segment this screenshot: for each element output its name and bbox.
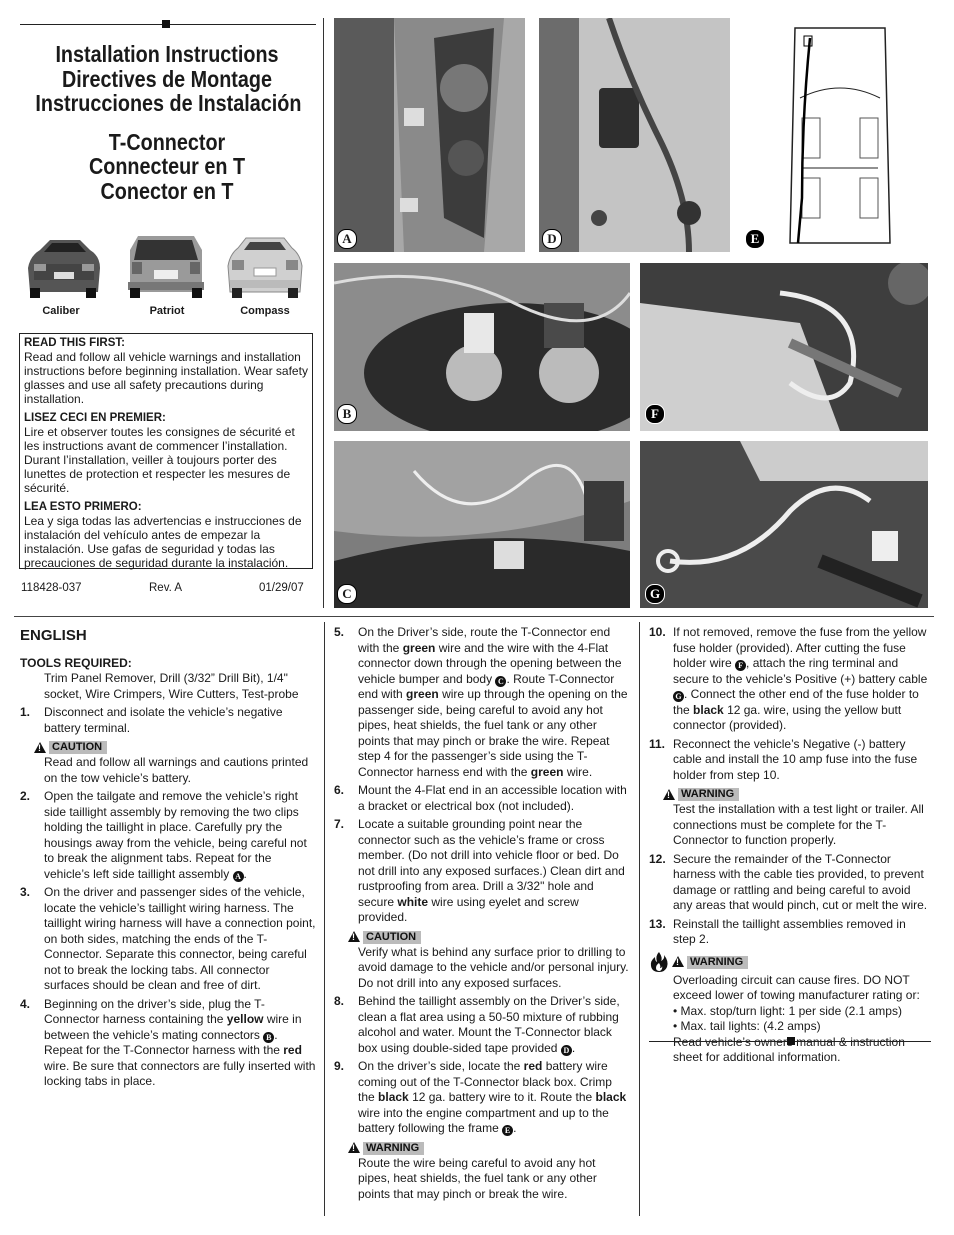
doc-number: 118428-037: [21, 582, 82, 594]
english-heading: ENGLISH: [20, 627, 87, 644]
warning-9-text: Route the wire being careful to avoid any hot pipes, heat shields, the fuel tank or any other points that may pinch or break the wire.: [358, 1155, 597, 1201]
compass-image: [222, 232, 308, 302]
title-fr: Directives de Montage: [62, 65, 272, 92]
step-6: 6. Mount the 4-Flat end in an accessible location with a bracket or electrical box (not included).: [334, 783, 627, 813]
warning-9: ! WARNING: [348, 1140, 630, 1156]
read-first-box: [19, 333, 313, 569]
ref-d-icon: D: [561, 1045, 572, 1056]
caliber-image: [20, 232, 106, 302]
caution-1-text: Read and follow all warnings and cautions printed on the tow vehicle’s battery.: [44, 755, 309, 785]
photo-f: [640, 263, 928, 431]
fire-icon: [649, 951, 669, 973]
step-8: 8. Behind the taillight assembly on the Driver’s side, clean a flat area using a 50-50 mixture of rubbing alcohol and water. Mount the T-Connector black box using double-sided tape provided D .: [334, 994, 620, 1055]
photo-d: [539, 18, 730, 252]
caution-7: ! CAUTION: [348, 929, 630, 945]
warning-icon: !: [663, 789, 675, 800]
ref-a-icon: A: [233, 871, 244, 882]
photo-c: [334, 441, 630, 608]
tools-heading: TOOLS REQUIRED:: [20, 655, 132, 670]
photo-b: [334, 263, 630, 431]
title-en: Installation Instructions: [55, 41, 279, 67]
caliber-label: Caliber: [42, 305, 80, 317]
compass-label: Compass: [240, 305, 290, 317]
caution-icon: !: [348, 931, 360, 942]
column-divider-2: [639, 622, 640, 1216]
ref-e-icon: E: [502, 1125, 513, 1136]
ref-c-icon: C: [495, 676, 506, 687]
patriot-label: Patriot: [149, 305, 185, 317]
step-13: 13. Reinstall the taillight assemblies removed in step 2.: [649, 916, 906, 946]
step-10: 10. If not removed, remove the fuse from the yellow fuse holder (provided). After cutting the fuse holder wire F , attach the ring terminal and secure to the vehicle’s Positive (+) battery cable G . Connect the other end of the fuse holder to the black 12 ga. wire, using the yellow butt connector (provided).: [649, 625, 928, 732]
product-en: T-Connector: [108, 128, 226, 155]
ref-g-icon: G: [673, 691, 684, 702]
photo-g: [640, 441, 928, 608]
caution-7-text: Verify what is behind any surface prior to drilling to avoid damage to the vehicle and/or personal injury. Do not drill into any exposed surfaces.: [358, 944, 629, 990]
product-es: Conector en T: [100, 177, 234, 204]
title-block: [14, 42, 320, 203]
column-3: [649, 625, 930, 1066]
ref-b-icon: B: [263, 1032, 274, 1043]
top-rule-marker: [162, 20, 170, 28]
step-12: 12. Secure the remainder of the T-Connector harness with the cable ties provided, to prevent damage or rattling and being careful to avoid any areas that would pinch, cut or melt the wire.: [649, 851, 928, 912]
title-es: Instrucciones de Instalación: [35, 90, 302, 116]
read-first-text-en: Read and follow all vehicle warnings and installation instructions before beginning installation. Wear safety glasses and use all safety precautions during installation.: [24, 350, 308, 406]
step-1: 1. Disconnect and isolate the vehicle’s negative battery terminal.: [20, 705, 283, 735]
photo-g-label: G: [645, 584, 665, 604]
product-fr: Connecteur en T: [88, 153, 246, 179]
warning-11: ! WARNING: [663, 786, 930, 802]
photo-c-label: C: [337, 584, 357, 604]
step-11: 11. Reconnect the vehicle’s Negative (-) battery cable and install the 10 amp fuse into the fuse holder from step 10.: [649, 736, 918, 782]
photo-b-label: B: [337, 404, 357, 424]
step-4: 4. Beginning on the driver’s side, plug the T-Connector harness containing the yellow wire in between the vehicle’s mating connectors B . Repeat for the T-Connector harness with the red wire. Be sure that connectors are fully inserted with locking tabs in place.: [20, 996, 316, 1088]
fire-warning-text: Overloading circuit can cause fires. DO NOT exceed lower of towing manufacturer rating or: • Max. stop/turn light: 1 per side (2.1 amps) • Max. tail lights: (4.2 amps) Read vehicle’s owners manual instruction sheet for additional information.: [673, 972, 920, 1064]
column-2: [334, 625, 630, 1202]
column-divider-top: [323, 18, 324, 608]
doc-date: 01/29/07: [259, 582, 304, 594]
diagram-e: [740, 18, 928, 252]
step-9: 9. On the driver’s side, locate the red battery wire coming out of the T-Connector black box. Crimp the black 12 ga. battery wire to it. Route the black wire into the engine compartment and up to the battery following the frame E .: [334, 1059, 627, 1135]
warning-11-text: Test the installation with a test light or trailer. All connections must be complete for the T-Connector to function properly.: [673, 802, 924, 847]
warning-icon: !: [348, 1142, 360, 1153]
read-first-heading-en: READ THIS FIRST:: [24, 337, 125, 349]
read-first-heading-es: LEA ESTO PRIMERO:: [24, 501, 142, 513]
patriot-image: [122, 232, 208, 302]
caution-1: ! CAUTION: [34, 739, 316, 755]
photo-d-label: D: [542, 229, 562, 249]
photo-a: [334, 18, 525, 252]
read-first-heading-fr: LISEZ CECI EN PREMIER:: [24, 412, 166, 424]
warning-icon: !: [672, 956, 684, 967]
photo-a-label: A: [337, 229, 357, 249]
section-rule: [14, 616, 934, 617]
tools-text: Trim Panel Remover, Drill (3/32” Drill Bit), 1/4" socket, Wire Crimpers, Wire Cutters, Test-probe: [44, 671, 299, 701]
column-1: [20, 622, 316, 1093]
photo-f-label: F: [645, 404, 665, 424]
doc-rev: Rev. A: [149, 582, 183, 594]
end-rule-marker: [787, 1037, 795, 1045]
read-first-text-fr: Lire et observer toutes les consignes de sécurité et les instructions avant de commencer l’installation. Durant l’installation, veiller à toujours porter des lunettes de protection et respecter les mesures de sécurité.: [24, 425, 295, 495]
fire-warning: ! WARNING: [649, 951, 930, 973]
column-divider-1: [324, 622, 325, 1216]
read-first-text-es: Lea y siga todas las advertencias e instrucciones de instalación del vehículo antes de empezar la instalación. Use gafas de seguridad y todas las precauciones de seguridad durante la instalación.: [24, 514, 302, 570]
step-3: 3. On the driver and passenger sides of the vehicle, locate the vehicle’s taillight wiring harness. The taillight wiring harness will have a connection point, on both sides, matching the ends of the T-Connector. Separate this connector, being careful not to break the locking tabs. All connector surfaces should be clean and free of dirt.: [20, 885, 316, 992]
caution-icon: !: [34, 742, 46, 753]
diagram-e-label: E: [745, 229, 765, 249]
ref-f-icon: F: [735, 660, 746, 671]
step-7: 7. Locate a suitable grounding point near the connector such as the vehicle’s frame or cross member. (Do not drill into vehicle floor or bed. Do not drill into any exposed surfaces.) Clean dirt and rustproofing from area. Drill a 3/32" hole and secure white wire using eyelet and screw provided.: [334, 817, 625, 924]
step-2: 2. Open the tailgate and remove the vehicle’s right side taillight assembly by removing the two clips holding the taillight in place. Carefully pry the housings away from the vehicle, being careful not to break the alignment tabs. Repeat for the vehicle’s left side taillight assembly A .: [20, 789, 307, 881]
step-5: 5. On the Driver’s side, route the T-Connector end with the green wire and the wire with the 4-Flat connector down through the opening between the vehicle bumper and body C . Route T-Connector end with green wire up through the opening on the passenger side, being careful to avoid any hot pipes, heat shields, the fuel tank or any other points that may pinch or brake the wire. Repeat step 4 for the passenger’s side using the T-Connector harness end with the green wire.: [334, 625, 628, 779]
